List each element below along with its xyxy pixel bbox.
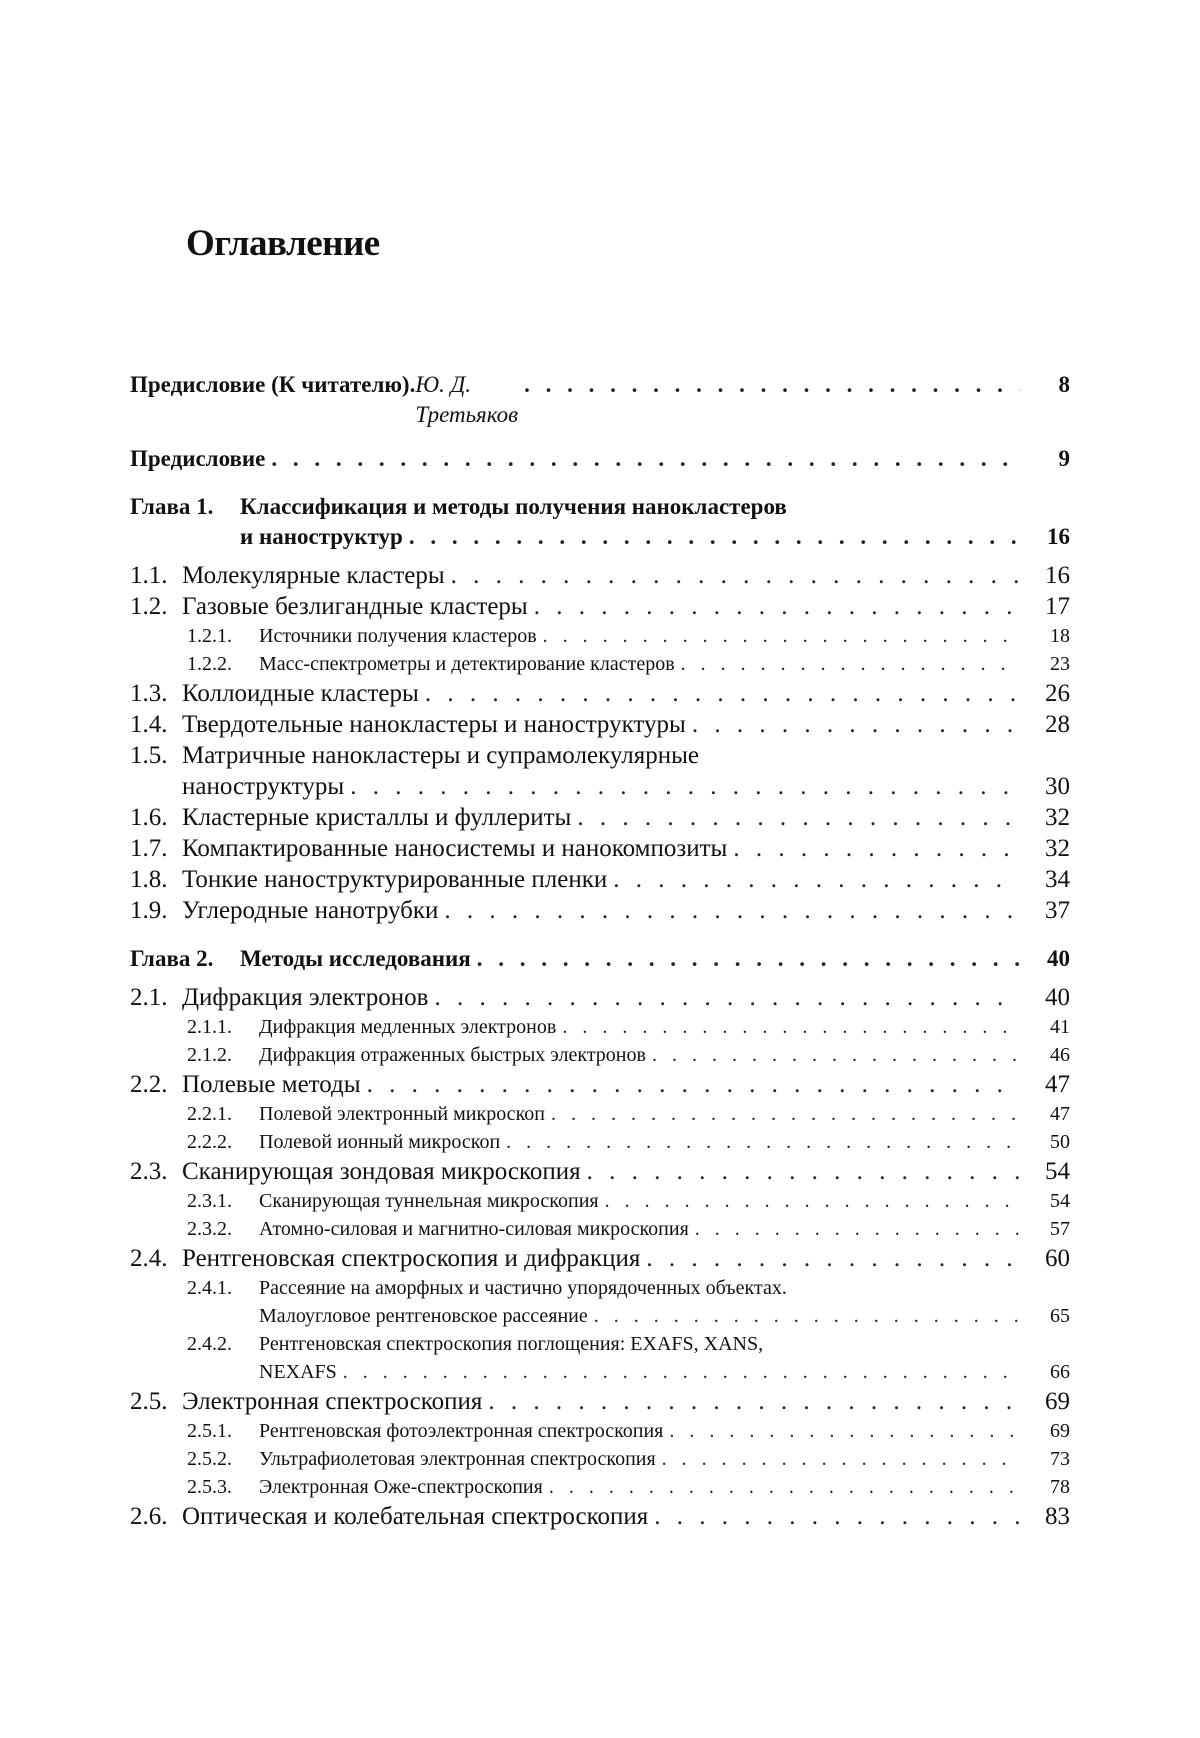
entry-title: Предисловие (К читателю). xyxy=(130,372,416,397)
page-number: 54 xyxy=(1045,1158,1070,1185)
entry-number: 1.7. xyxy=(130,835,168,862)
entry-title: Дифракция электронов xyxy=(182,984,429,1011)
page-number: 83 xyxy=(1045,1503,1070,1530)
leader-dots xyxy=(367,1069,1020,1100)
entry-number: 2.3.2. xyxy=(187,1218,232,1240)
page-number: 28 xyxy=(1045,711,1070,738)
toc-line xyxy=(259,1302,1070,1330)
leader-dots xyxy=(425,678,1020,709)
entry-number: 2.5.3. xyxy=(187,1476,232,1498)
entry-title: Углеродные нанотрубки xyxy=(182,897,439,924)
leader-dots xyxy=(549,1473,1020,1501)
entry-title: Масс-спектрометры и детектирование кластеров xyxy=(259,653,675,675)
toc-entry-section xyxy=(130,802,1070,833)
leader-dots xyxy=(613,864,1020,895)
leader-dots xyxy=(587,1156,1020,1187)
toc-line xyxy=(130,740,1070,771)
toc-line xyxy=(130,678,1070,709)
toc-entry-chapter xyxy=(130,944,1070,974)
page-number: 41 xyxy=(1050,1016,1070,1038)
toc-line xyxy=(130,895,1070,926)
page-number: 16 xyxy=(1045,562,1070,589)
entry-number: 2.2. xyxy=(130,1071,168,1098)
page-number: 65 xyxy=(1050,1305,1070,1327)
toc-entry-subsection xyxy=(130,1187,1070,1215)
leader-dots xyxy=(652,1041,1020,1069)
page-number: 17 xyxy=(1045,593,1070,620)
toc-line xyxy=(182,771,1070,802)
toc-line xyxy=(130,1013,1070,1041)
page-number: 26 xyxy=(1045,680,1070,707)
toc-line xyxy=(130,444,1070,474)
toc-entry-front xyxy=(130,444,1070,474)
toc-continuation xyxy=(130,522,1070,552)
toc-line xyxy=(130,944,1070,974)
toc-entry-section xyxy=(130,864,1070,895)
entry-number: 2.1.2. xyxy=(187,1044,232,1066)
entry-title: наноструктуры xyxy=(182,773,345,800)
page-number: 60 xyxy=(1045,1245,1070,1272)
entry-number: 1.9. xyxy=(130,897,168,924)
entry-number: 2.6. xyxy=(130,1503,168,1530)
page-number: 69 xyxy=(1045,1388,1070,1415)
toc-entry-chapter xyxy=(130,492,1070,552)
toc-line xyxy=(130,982,1070,1013)
leader-dots xyxy=(343,1358,1020,1386)
toc-line xyxy=(130,709,1070,740)
entry-number: 1.1. xyxy=(130,562,168,589)
entry-title: Сканирующая туннельная микроскопия xyxy=(259,1190,599,1212)
entry-number: 2.5.2. xyxy=(187,1448,232,1470)
entry-title: Атомно-силовая и магнитно-силовая микроскопия xyxy=(259,1218,689,1240)
page-number: 30 xyxy=(1045,773,1070,800)
leader-dots xyxy=(577,802,1020,833)
page-number: 32 xyxy=(1045,835,1070,862)
page-title: Оглавление xyxy=(186,223,380,264)
toc-entry-subsection xyxy=(130,1330,1070,1386)
toc-line xyxy=(130,622,1070,650)
entry-title: Ультрафиолетовая электронная спектроскопия xyxy=(259,1448,656,1470)
leader-dots xyxy=(681,650,1020,678)
page-number: 47 xyxy=(1050,1103,1070,1125)
entry-number: 1.2.2. xyxy=(187,653,232,675)
page-number: 8 xyxy=(1058,372,1070,397)
toc-line xyxy=(130,802,1070,833)
toc-line xyxy=(130,1041,1070,1069)
toc-entry-subsection xyxy=(130,1445,1070,1473)
page-number: 78 xyxy=(1050,1476,1070,1498)
page-number: 32 xyxy=(1045,804,1070,831)
toc-entry-front xyxy=(130,370,1070,430)
toc-line xyxy=(130,1274,1070,1302)
entry-author: Ю. Д. Третьяков xyxy=(415,372,519,427)
entry-title: Тонкие наноструктурированные пленки xyxy=(182,866,608,893)
spacer xyxy=(130,430,1070,444)
page-number: 69 xyxy=(1050,1420,1070,1442)
toc-line xyxy=(130,1386,1070,1417)
entry-title: Полевой электронный микроскоп xyxy=(259,1103,545,1125)
leader-dots xyxy=(524,370,1020,400)
leader-dots xyxy=(669,1417,1020,1445)
page-number: 34 xyxy=(1045,866,1070,893)
page-number: 23 xyxy=(1050,653,1070,675)
toc-line xyxy=(130,1187,1070,1215)
entry-number: 2.4. xyxy=(130,1245,168,1272)
leader-dots xyxy=(271,444,1020,474)
page-number: 54 xyxy=(1050,1190,1070,1212)
toc-entry-section xyxy=(130,982,1070,1013)
toc-entry-section xyxy=(130,591,1070,622)
entry-number: Глава 2. xyxy=(130,946,214,971)
toc-line xyxy=(130,1100,1070,1128)
page-number: 16 xyxy=(1047,524,1070,549)
entry-number: 1.2.1. xyxy=(187,625,232,647)
leader-dots xyxy=(350,771,1020,802)
entry-number: 1.2. xyxy=(130,593,168,620)
toc-line xyxy=(130,1445,1070,1473)
toc-entry-section xyxy=(130,1386,1070,1417)
toc-line xyxy=(130,1501,1070,1532)
leader-dots xyxy=(594,1302,1020,1330)
toc-entry-section xyxy=(130,678,1070,709)
entry-title: Газовые безлигандные кластеры xyxy=(182,593,528,620)
toc-entry-subsection xyxy=(130,650,1070,678)
entry-title: Электронная Оже-спектроскопия xyxy=(259,1476,543,1498)
page-number: 57 xyxy=(1050,1218,1070,1240)
entry-title: и наноструктур xyxy=(240,524,403,549)
entry-title: Рентгеновская фотоэлектронная спектроскопия xyxy=(259,1420,664,1442)
entry-number: 2.5.1. xyxy=(187,1420,232,1442)
leader-dots xyxy=(534,591,1020,622)
toc-entry-section xyxy=(130,1243,1070,1274)
entry-title: Рассеяние на аморфных и частично упорядоченных объектах. xyxy=(259,1277,787,1299)
page-number: 46 xyxy=(1050,1044,1070,1066)
toc-line xyxy=(130,1417,1070,1445)
entry-title: Методы исследования xyxy=(240,946,471,971)
leader-dots xyxy=(434,982,1020,1013)
entry-title: Электронная спектроскопия xyxy=(182,1388,483,1415)
leader-dots xyxy=(506,1128,1020,1156)
entry-number: 1.5. xyxy=(130,742,168,769)
entry-title: Матричные нанокластеры и супрамолекулярные xyxy=(182,742,699,769)
entry-title: NEXAFS xyxy=(259,1361,337,1383)
entry-number: 2.2.1. xyxy=(187,1103,232,1125)
entry-number: 1.3. xyxy=(130,680,168,707)
entry-title: Сканирующая зондовая микроскопия xyxy=(182,1158,581,1185)
toc-line xyxy=(130,864,1070,895)
entry-title: Дифракция медленных электронов xyxy=(259,1016,557,1038)
toc-entry-section xyxy=(130,709,1070,740)
spacer xyxy=(130,474,1070,492)
leader-dots xyxy=(444,895,1020,926)
entry-title: Источники получения кластеров xyxy=(259,625,537,647)
entry-number: 1.6. xyxy=(130,804,168,831)
toc-entry-section xyxy=(130,1156,1070,1187)
leader-dots xyxy=(654,1501,1020,1532)
toc-line xyxy=(130,833,1070,864)
spacer xyxy=(130,552,1070,560)
leader-dots xyxy=(551,1100,1020,1128)
entry-number: 2.4.1. xyxy=(187,1277,232,1299)
entry-number: 2.5. xyxy=(130,1388,168,1415)
entry-title: Дифракция отраженных быстрых электронов xyxy=(259,1044,646,1066)
page-number: 73 xyxy=(1050,1448,1070,1470)
toc-entry-subsection xyxy=(130,1417,1070,1445)
toc-continuation xyxy=(130,1358,1070,1386)
page-number: 40 xyxy=(1045,984,1070,1011)
toc-line xyxy=(130,1069,1070,1100)
leader-dots xyxy=(562,1013,1020,1041)
entry-number: 2.2.2. xyxy=(187,1131,232,1153)
leader-dots xyxy=(733,833,1020,864)
entry-title: Классификация и методы получения нанокластеров xyxy=(240,494,787,519)
toc-line xyxy=(130,1243,1070,1274)
entry-number: 2.1. xyxy=(130,984,168,1011)
page-number: 47 xyxy=(1045,1071,1070,1098)
toc-line xyxy=(240,522,1070,552)
toc-line xyxy=(130,492,1070,522)
toc-line xyxy=(130,1128,1070,1156)
toc-entry-subsection xyxy=(130,1473,1070,1501)
entry-number: 2.4.2. xyxy=(187,1333,232,1355)
leader-dots xyxy=(605,1187,1020,1215)
toc-entry-subsection xyxy=(130,622,1070,650)
entry-title: Коллоидные кластеры xyxy=(182,680,419,707)
toc-entry-section xyxy=(130,833,1070,864)
leader-dots xyxy=(692,709,1020,740)
toc-entry-subsection xyxy=(130,1013,1070,1041)
leader-dots xyxy=(488,1386,1020,1417)
entry-title: Молекулярные кластеры xyxy=(182,562,445,589)
leader-dots xyxy=(451,560,1020,591)
leader-dots xyxy=(695,1215,1020,1243)
table-of-contents xyxy=(130,370,1070,1532)
toc-line xyxy=(130,1156,1070,1187)
toc-continuation xyxy=(130,1302,1070,1330)
entry-title: Рентгеновская спектроскопия поглощения: EXAFS, XANS, xyxy=(259,1333,764,1355)
toc-entry-subsection xyxy=(130,1100,1070,1128)
toc-line xyxy=(130,560,1070,591)
leader-dots xyxy=(543,622,1020,650)
entry-number: 2.3. xyxy=(130,1158,168,1185)
toc-line xyxy=(130,1330,1070,1358)
toc-line xyxy=(130,1215,1070,1243)
leader-dots xyxy=(662,1445,1020,1473)
toc-line xyxy=(130,650,1070,678)
page-number: 66 xyxy=(1050,1361,1070,1383)
chapter-label: Глава 1. xyxy=(130,494,214,519)
entry-title: Компактированные наносистемы и нанокомпозиты xyxy=(182,835,728,862)
toc-continuation xyxy=(130,771,1070,802)
entry-title: Кластерные кристаллы и фуллериты xyxy=(182,804,572,831)
toc-entry-section xyxy=(130,560,1070,591)
toc-line xyxy=(130,591,1070,622)
leader-dots xyxy=(646,1243,1020,1274)
toc-line xyxy=(130,1473,1070,1501)
entry-title: Твердотельные нанокластеры и наноструктуры xyxy=(182,711,686,738)
page-number: 18 xyxy=(1050,625,1070,647)
toc-entry-section xyxy=(130,895,1070,926)
entry-title: Предисловие xyxy=(130,446,266,471)
page-number: 40 xyxy=(1047,946,1070,971)
toc-entry-subsection xyxy=(130,1041,1070,1069)
spacer xyxy=(130,974,1070,982)
entry-title: Малоугловое рентгеновское рассеяние xyxy=(259,1305,588,1327)
toc-line xyxy=(130,370,1070,430)
toc-entry-subsection xyxy=(130,1128,1070,1156)
entry-number: 1.4. xyxy=(130,711,168,738)
toc-entry-subsection xyxy=(130,1274,1070,1330)
page-number: 9 xyxy=(1058,446,1070,471)
toc-line xyxy=(259,1358,1070,1386)
toc-entry-subsection xyxy=(130,1215,1070,1243)
entry-number: 2.1.1. xyxy=(187,1016,232,1038)
toc-entry-section xyxy=(130,1069,1070,1100)
page-number: 37 xyxy=(1045,897,1070,924)
leader-dots xyxy=(477,944,1020,974)
entry-title: Рентгеновская спектроскопия и дифракция xyxy=(182,1245,641,1272)
entry-title: Полевой ионный микроскоп xyxy=(259,1131,501,1153)
entry-number: 1.8. xyxy=(130,866,168,893)
toc-entry-section xyxy=(130,1501,1070,1532)
entry-number: 2.3.1. xyxy=(187,1190,232,1212)
page-number: 50 xyxy=(1050,1131,1070,1153)
entry-title: Полевые методы xyxy=(182,1071,361,1098)
toc-entry-section xyxy=(130,740,1070,802)
leader-dots xyxy=(409,522,1020,552)
entry-title: Оптическая и колебательная спектроскопия xyxy=(182,1503,649,1530)
spacer xyxy=(130,926,1070,944)
